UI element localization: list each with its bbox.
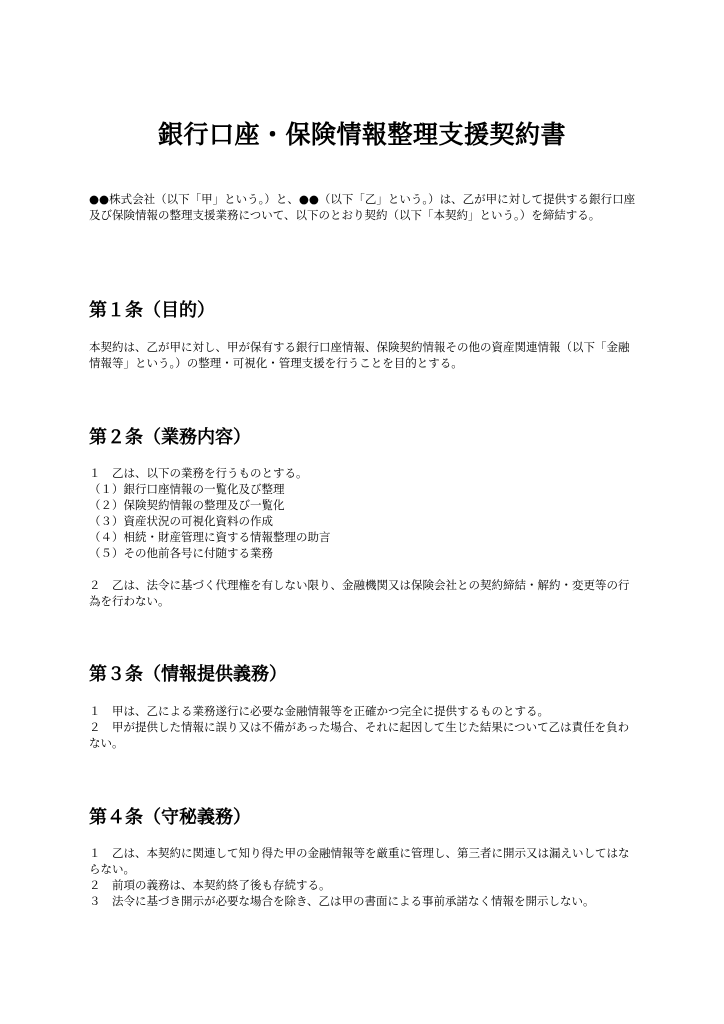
article-4-heading: 第４条（守秘義務） [89, 807, 251, 828]
article-2-item-2: （２）保険契約情報の整理及び一覧化 [89, 498, 285, 512]
article-4-clause-3: ３ 法令に基づき開示が必要な場合を除き、乙は甲の書面による事前承諾なく情報を開示しない。 [89, 894, 595, 908]
article-3-body [89, 703, 639, 751]
article-4-clause-1: １ 乙は、本契約に関連して知り得た甲の金融情報等を厳重に管理し、第三者に開示又は漏えいしてはならない。 [89, 846, 630, 876]
preamble-text: ●●株式会社（以下「甲」という。）と、●●（以下「乙」という。）は、乙が甲に対して提供する銀行口座及び保険情報の整理支援業務について、以下のとおり契約（以下「本契約」という。）を締結する。 [89, 192, 636, 222]
article-2-heading: 第２条（業務内容） [89, 427, 251, 448]
article-3-clause-2: ２ 甲が提供した情報に誤り又は不備があった場合、それに起因して生じた結果について乙は責任を負わない。 [89, 720, 630, 750]
article-2-item-3: （３）資産状況の可視化資料の作成 [89, 514, 273, 528]
preamble [89, 191, 639, 223]
article-3-clause-1: １ 甲は、乙による業務遂行に必要な金融情報等を正確かつ完全に提供するものとする。 [89, 704, 549, 718]
article-2-item-1: （１）銀行口座情報の一覧化及び整理 [89, 482, 285, 496]
article-1-body [89, 339, 639, 371]
article-1-heading: 第１条（目的） [89, 300, 215, 321]
article-2-clause-1: １ 乙は、以下の業務を行うものとする。 [89, 466, 308, 480]
article-4-body [89, 845, 639, 909]
article-2-item-4: （４）相続・財産管理に資する情報整理の助言 [89, 530, 331, 544]
article-2-item-5: （５）その他前各号に付随する業務 [89, 546, 273, 560]
article-1-paragraph: 本契約は、乙が甲に対し、甲が保有する銀行口座情報、保険契約情報その他の資産関連情報（以下「金融情報等」という。）の整理・可視化・管理支援を行うことを目的とする。 [89, 340, 630, 370]
document-title: 銀行口座・保険情報整理支援契約書 [157, 120, 566, 149]
article-2-clause-2: ２ 乙は、法令に基づく代理権を有しない限り、金融機関又は保険会社との契約締結・解約・変更等の行為を行わない。 [89, 578, 630, 608]
article-2-body [89, 465, 639, 609]
article-4-clause-2: ２ 前項の義務は、本契約終了後も存続する。 [89, 878, 331, 892]
article-3-heading: 第３条（情報提供義務） [89, 664, 287, 685]
